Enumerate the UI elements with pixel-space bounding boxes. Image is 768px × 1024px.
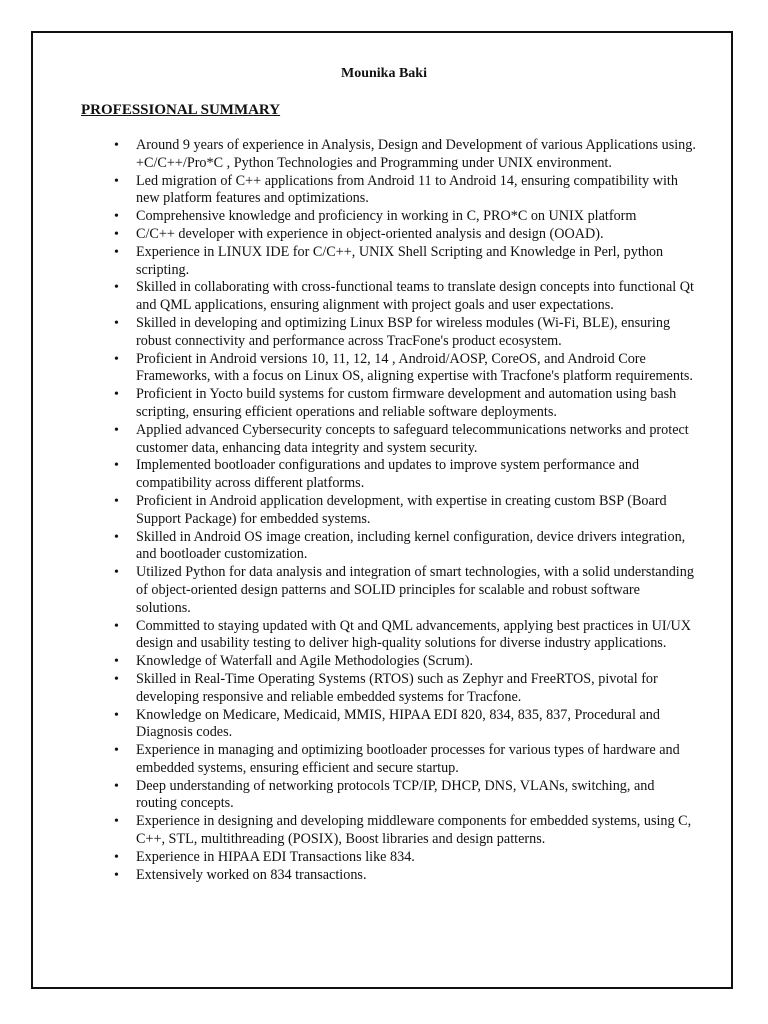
summary-list-item (114, 564, 696, 617)
bullet-icon: • (114, 814, 119, 830)
summary-item-text: Committed to staying updated with Qt and QML advancements, applying best practices in UI/UX design and usability testing to deliver high-quality solutions for diverse industry applications. (136, 617, 692, 652)
bullet-icon: • (114, 209, 119, 225)
bullet-icon: • (114, 849, 119, 865)
summary-list-item (114, 350, 696, 387)
summary-list-item (114, 172, 696, 209)
summary-item-text: Utilized Python for data analysis and integration of smart technologies, with a solid understanding of object-oriented design patterns and SOLID principles for scalable and robust software solutions. (136, 564, 694, 616)
summary-list-item (114, 670, 696, 707)
summary-list-item (114, 314, 696, 351)
summary-item-text: Comprehensive knowledge and proficiency in working in C, PRO*C on UNIX platform (136, 208, 637, 225)
bullet-icon: • (114, 529, 119, 545)
summary-list-item (114, 742, 696, 778)
summary-list-item (114, 706, 696, 743)
summary-item-text: Skilled in Android OS image creation, including kernel configuration, device drivers integration, and bootloader customization. (136, 528, 686, 563)
summary-list-item (114, 653, 696, 671)
summary-item-text: Proficient in Yocto build systems for custom firmware development and automation using bash scripting, ensuring efficient operations and reliable software deployments. (136, 386, 677, 420)
bullet-icon: • (114, 244, 119, 260)
summary-list-item (114, 386, 696, 422)
summary-list-item (114, 279, 696, 315)
summary-list-item (114, 421, 696, 458)
resume-name: Mounika Baki (341, 66, 427, 81)
summary-list-item (114, 457, 696, 493)
bullet-icon: • (114, 138, 119, 153)
summary-item-text: Skilled in developing and optimizing Linux BSP for wireless modules (Wi-Fi, BLE), ensuring robust connectivity and performance across TracFone's product ecosystem. (136, 314, 671, 349)
professional-summary-list (114, 137, 696, 884)
summary-item-text: Led migration of C++ applications from Android 11 to Android 14, ensuring compatibility with new platform features and optimizations. (136, 172, 678, 207)
summary-item-text: Skilled in collaborating with cross-functional teams to translate design concepts into functional Qt and QML applications, ensuring alignment with project goals and user expectations. (136, 279, 694, 314)
summary-list-item (114, 848, 696, 867)
bullet-icon: • (114, 707, 119, 723)
summary-item-text: Proficient in Android versions 10, 11, 12, 14 , Android/AOSP, CoreOS, and Android Core Frameworks, with a focus on Linux OS, aligning expertise with Tracfone's platform requirements. (136, 350, 693, 385)
summary-list-item (114, 617, 696, 654)
bullet-icon: • (114, 226, 119, 242)
summary-list-item (114, 492, 696, 529)
summary-item-text: Experience in HIPAA EDI Transactions like 834. (136, 848, 415, 865)
summary-item-text: Knowledge on Medicare, Medicaid, MMIS, HIPAA EDI 820, 834, 835, 837, Procedural and Diagnosis codes. (136, 706, 660, 741)
bullet-icon: • (114, 618, 119, 634)
summary-item-text: Around 9 years of experience in Analysis, Design and Development of various Applications using. +C/C++/Pro*C , Python Technologies and Programming under UNIX environment. (136, 137, 696, 171)
summary-item-text: Knowledge of Waterfall and Agile Methodologies (Scrum). (136, 653, 474, 670)
summary-list-item (114, 528, 696, 565)
summary-list-item (114, 777, 696, 814)
bullet-icon: • (114, 422, 119, 438)
section-heading-professional-summary: PROFESSIONAL SUMMARY (81, 102, 281, 118)
bullet-icon: • (114, 671, 119, 687)
summary-item-text: Extensively worked on 834 transactions. (136, 866, 367, 883)
summary-item-text: Experience in managing and optimizing bootloader processes for various types of hardware and embedded systems, ensuring efficient and secure startup. (136, 742, 680, 776)
summary-list-item (114, 243, 696, 280)
bullet-icon: • (114, 654, 119, 670)
bullet-icon: • (114, 565, 119, 581)
bullet-icon: • (114, 867, 119, 883)
bullet-icon: • (114, 173, 119, 189)
bullet-icon: • (114, 351, 119, 367)
bullet-icon: • (114, 387, 119, 403)
bullet-icon: • (114, 315, 119, 331)
summary-item-text: Proficient in Android application development, with expertise in creating custom BSP (Board Support Package) for embedded systems. (136, 492, 667, 527)
bullet-icon: • (114, 280, 119, 296)
summary-item-text: Skilled in Real-Time Operating Systems (RTOS) such as Zephyr and FreeRTOS, pivotal for developing responsive and reliable embedded systems for Tracfone. (136, 670, 658, 705)
bullet-icon: • (114, 778, 119, 794)
summary-item-text: Applied advanced Cybersecurity concepts to safeguard telecommunications networks and protect customer data, enhancing data integrity and system security. (136, 421, 689, 456)
summary-item-text: Deep understanding of networking protocols TCP/IP, DHCP, DNS, VLANs, switching, and routing concepts. (136, 777, 655, 812)
bullet-icon: • (114, 743, 119, 759)
summary-list-item (114, 866, 696, 885)
summary-list-item (114, 813, 696, 849)
summary-list-item (114, 225, 696, 244)
summary-item-text: Implemented bootloader configurations and updates to improve system performance and compatibility across different platforms. (136, 457, 640, 492)
summary-item-text: C/C++ developer with experience in object-oriented analysis and design (OOAD). (136, 225, 604, 242)
bullet-icon: • (114, 493, 119, 509)
summary-list-item (114, 208, 696, 226)
bullet-icon: • (114, 458, 119, 474)
summary-list-item (114, 137, 696, 173)
summary-item-text: Experience in designing and developing middleware components for embedded systems, using C, C++, STL, multithreading (POSIX), Boost libraries and design patterns. (136, 813, 692, 848)
summary-item-text: Experience in LINUX IDE for C/C++, UNIX Shell Scripting and Knowledge in Perl, python scripting. (136, 243, 664, 278)
